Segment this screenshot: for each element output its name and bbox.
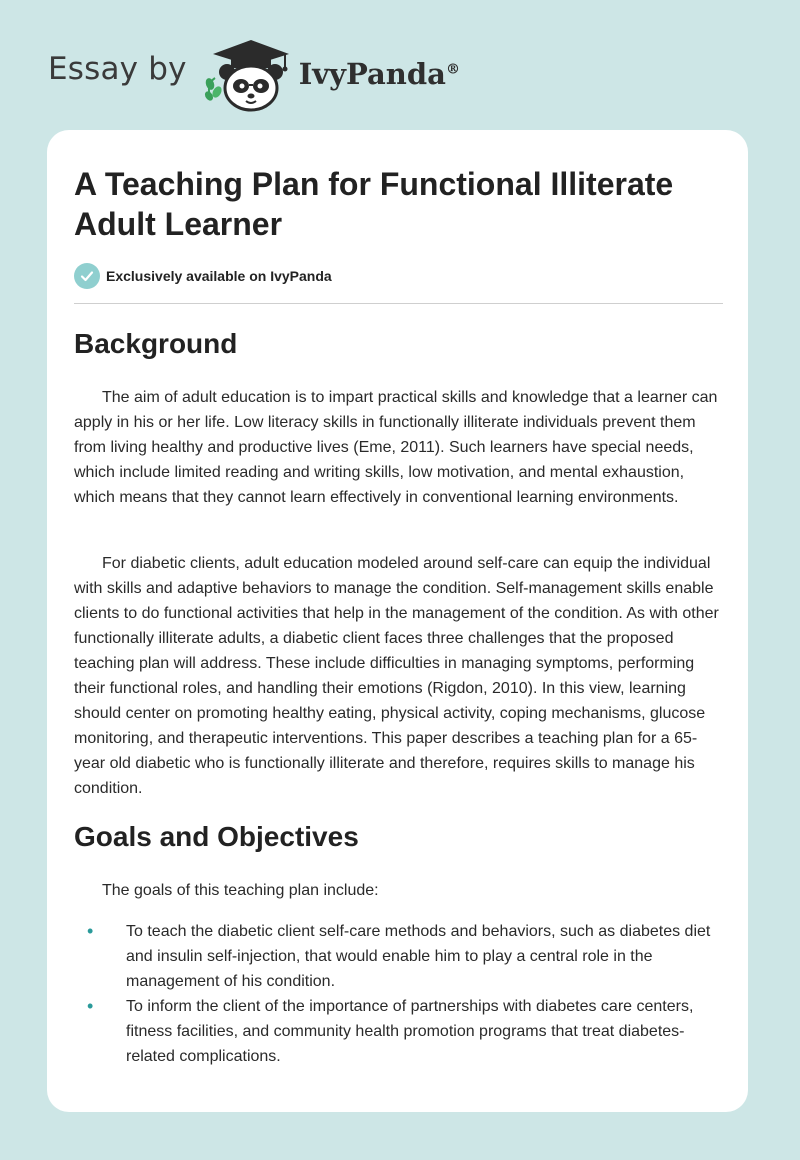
brand-prefix: Essay by (48, 51, 187, 87)
paragraph: For diabetic clients, adult education modeled around self-care can equip the individual with skills and adaptive behaviors to manage the condition. Self-management skills enable clients to do functional activities that help in the management of the condition. As with other functionally illiterate adults, a diabetic client faces three challenges that the proposed teaching plan will address. These include difficulties in managing symptoms, performing their functional roles, and handling their emotions (Rigdon, 2010). In this view, learning should center on promoting healthy eating, physical activity, coping mechanisms, glucose monitoring, and therapeutic interventions. This paper describes a teaching plan for a 65-year old diabetic who is functionally illiterate and therefore, requires skills to manage his condition. (74, 555, 719, 797)
brand-header (48, 36, 460, 112)
article-card (47, 130, 748, 1112)
panda-logo-icon (201, 36, 291, 112)
paragraph: The aim of adult education is to impart practical skills and knowledge that a learner can apply in his or her life. Low literacy skills in functionally illiterate individuals prevent them from living healthy and productive lives (Eme, 2011). Such learners have special needs, which include limited reading and writing skills, low motivation, and mental exhaustion, which means that they cannot learn effectively in conventional learning environments. (74, 389, 718, 506)
page-title: A Teaching Plan for Functional Illiterate Adult Learner (74, 166, 674, 242)
brand-name: IvyPanda® (298, 57, 460, 91)
paragraph-intro: The goals of this teaching plan include: (102, 882, 379, 899)
exclusive-badge (74, 263, 332, 289)
list-item: • To inform the client of the importance of partnerships with diabetes care centers, fitness facilities, and community health promotion programs that treat diabetes-related complications. (87, 996, 694, 1065)
list-item: • To teach the diabetic client self-care methods and behaviors, such as diabetes diet and insulin self-injection, that would enable him to play a central role in the management of his condition. (87, 921, 711, 990)
bullet-icon: • (87, 921, 94, 941)
section-heading-goals: Goals and Objectives (74, 821, 359, 852)
check-icon (74, 263, 100, 289)
bullet-icon: • (87, 996, 94, 1016)
section-heading-background: Background (74, 328, 238, 359)
goals-list (74, 919, 723, 1069)
badge-label: Exclusively available on IvyPanda (106, 268, 332, 284)
divider (74, 303, 723, 304)
